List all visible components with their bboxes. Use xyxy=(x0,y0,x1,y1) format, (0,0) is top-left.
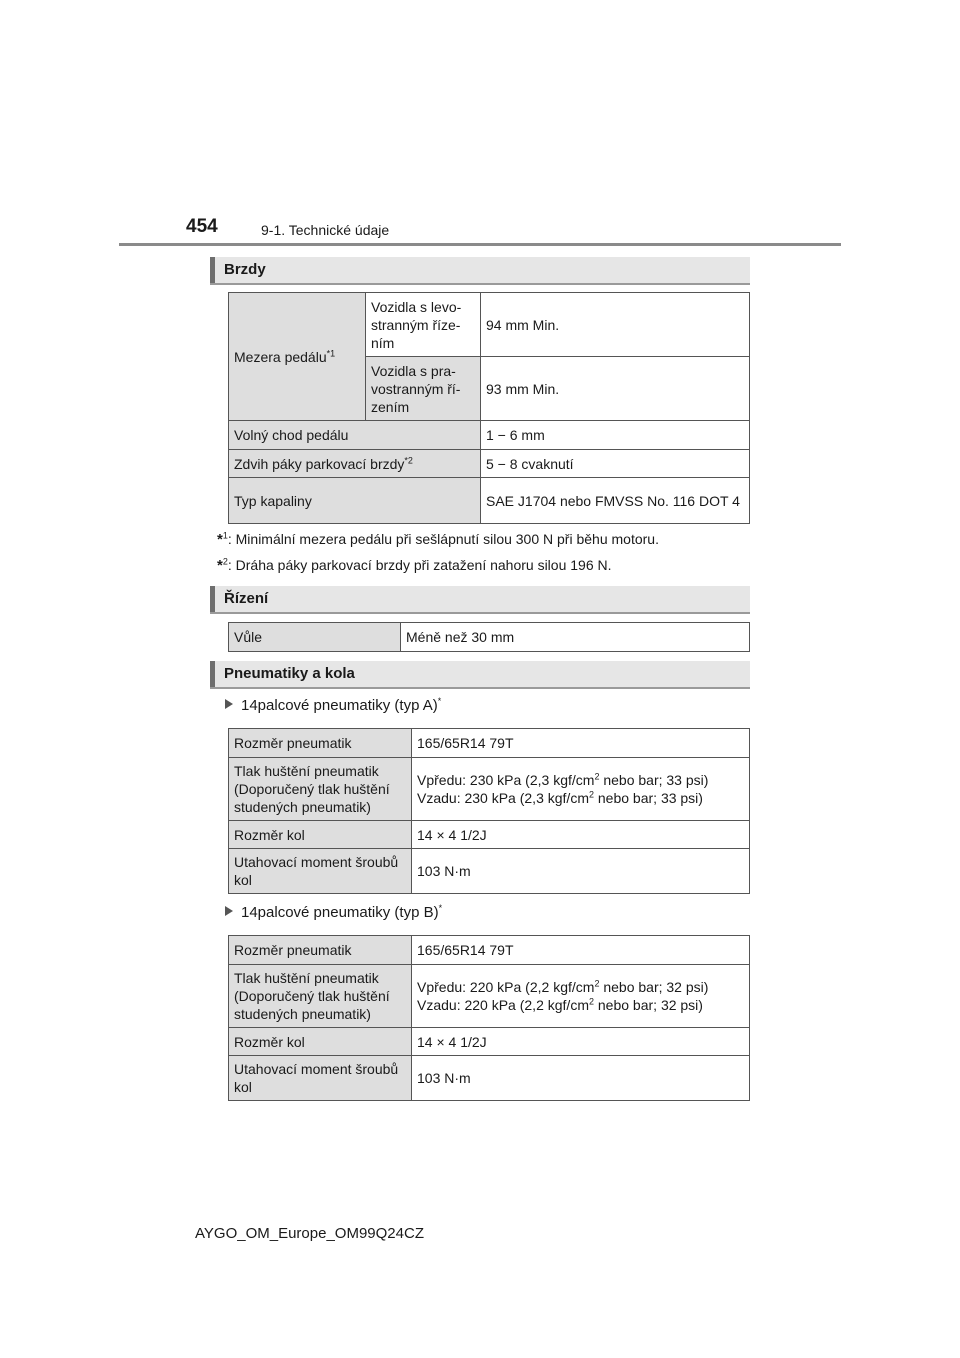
table-row xyxy=(229,450,750,478)
superscript: 2 xyxy=(594,771,600,782)
tires-section-header xyxy=(210,661,750,689)
footnote-mark: *1 xyxy=(326,347,336,358)
table-row xyxy=(229,758,750,821)
brakes-title: Brzdy xyxy=(224,261,266,278)
pressure-value xyxy=(412,758,750,821)
fluid-value: SAE J1704 nebo FMVSS No. 116 DOT 4 xyxy=(481,478,750,524)
torque-value: 103 N·m xyxy=(412,1056,750,1101)
superscript: 2 xyxy=(588,996,594,1007)
table-row xyxy=(229,421,750,450)
table-row xyxy=(229,849,750,894)
rhd-value: 93 mm Min. xyxy=(481,357,750,421)
page-number: 454 xyxy=(186,216,218,237)
triangle-bullet-icon xyxy=(225,699,233,709)
rhd-label: Vozidla s pra-vostranným ří-zením xyxy=(366,357,481,421)
text: Vzadu: 230 kPa (2,3 kgf/cm xyxy=(417,790,589,806)
table-row xyxy=(229,821,750,849)
section-title: 9-1. Technické údaje xyxy=(261,222,390,238)
free-play-value: 1 − 6 mm xyxy=(481,421,750,450)
footnote-2 xyxy=(217,557,612,574)
footnote-number: 1 xyxy=(222,530,228,541)
table-row xyxy=(229,293,750,357)
footnote-star: * xyxy=(217,531,223,548)
text: Vzadu: 220 kPa (2,2 kgf/cm xyxy=(417,997,589,1013)
pressure-value xyxy=(412,965,750,1028)
steering-section-header xyxy=(210,586,750,614)
rear-pressure xyxy=(417,789,744,807)
heading-text: 14palcové pneumatiky (typ B) xyxy=(241,904,439,921)
superscript: 2 xyxy=(588,789,594,800)
fluid-label: Typ kapaliny xyxy=(229,478,481,524)
wheel-size-value: 14 × 4 1/2J xyxy=(412,1028,750,1056)
table-row xyxy=(229,936,750,965)
label-text: Zdvih páky parkovací brzdy xyxy=(234,455,405,472)
lever-travel-value: 5 − 8 cvaknutí xyxy=(481,450,750,478)
wheel-size-label: Rozměr kol xyxy=(229,821,412,849)
brakes-section-header xyxy=(210,257,750,285)
play-label: Vůle xyxy=(229,623,401,652)
text: nebo bar; 32 psi) xyxy=(599,979,709,995)
footnote-star: * xyxy=(217,557,223,574)
footnote-text: : Dráha páky parkovací brzdy při zatažení nahoru silou 196 N. xyxy=(227,557,612,573)
footnote-number: 2 xyxy=(222,556,228,567)
table-row xyxy=(229,965,750,1028)
wheel-size-label: Rozměr kol xyxy=(229,1028,412,1056)
type-a-heading xyxy=(225,697,441,714)
tire-size-value: 165/65R14 79T xyxy=(412,729,750,758)
torque-label: Utahovací moment šroubů kol xyxy=(229,1056,412,1101)
footnote-text: : Minimální mezera pedálu při sešlápnutí silou 300 N při běhu motoru. xyxy=(227,531,659,547)
front-pressure xyxy=(417,978,744,996)
lhd-label: Vozidla s levo-stranným říze-ním xyxy=(366,293,481,357)
header-rule xyxy=(119,243,841,246)
tire-size-label: Rozměr pneumatik xyxy=(229,936,412,965)
section-marker xyxy=(210,661,215,687)
table-row xyxy=(229,1028,750,1056)
text: Vpředu: 220 kPa (2,2 kgf/cm xyxy=(417,979,595,995)
text: nebo bar; 33 psi) xyxy=(599,772,709,788)
torque-value: 103 N·m xyxy=(412,849,750,894)
pressure-label: Tlak huštění pneumatik (Doporučený tlak huštění studených pneumatik) xyxy=(229,965,412,1028)
play-value: Méně než 30 mm xyxy=(401,623,750,652)
heading-text: 14palcové pneumatiky (typ A) xyxy=(241,697,438,714)
section-marker xyxy=(210,257,215,283)
tire-size-label: Rozměr pneumatik xyxy=(229,729,412,758)
type-a-table xyxy=(228,728,750,894)
lhd-value: 94 mm Min. xyxy=(481,293,750,357)
text: Vpředu: 230 kPa (2,3 kgf/cm xyxy=(417,772,595,788)
rear-pressure xyxy=(417,996,744,1014)
text: nebo bar; 32 psi) xyxy=(594,997,703,1013)
free-play-label: Volný chod pedálu xyxy=(229,421,481,450)
tires-title: Pneumatiky a kola xyxy=(224,665,355,682)
pedal-clearance-label xyxy=(229,293,366,421)
triangle-bullet-icon xyxy=(225,906,233,916)
type-b-heading xyxy=(225,904,442,921)
wheel-size-value: 14 × 4 1/2J xyxy=(412,821,750,849)
brakes-table xyxy=(228,292,750,524)
table-row xyxy=(229,729,750,758)
section-marker xyxy=(210,586,215,612)
footnote-mark: * xyxy=(438,903,443,913)
superscript: 2 xyxy=(594,978,600,989)
footnote-1 xyxy=(217,531,659,548)
lever-travel-label xyxy=(229,450,481,478)
tire-size-value: 165/65R14 79T xyxy=(412,936,750,965)
type-b-table xyxy=(228,935,750,1101)
table-row xyxy=(229,1056,750,1101)
torque-label: Utahovací moment šroubů kol xyxy=(229,849,412,894)
pressure-label: Tlak huštění pneumatik (Doporučený tlak huštění studených pneumatik) xyxy=(229,758,412,821)
steering-table xyxy=(228,622,750,652)
front-pressure xyxy=(417,771,744,789)
text: nebo bar; 33 psi) xyxy=(594,790,703,806)
footnote-mark: * xyxy=(437,696,442,706)
steering-title: Řízení xyxy=(224,590,269,607)
table-row xyxy=(229,623,750,652)
table-row xyxy=(229,478,750,524)
footnote-mark: *2 xyxy=(404,454,413,465)
document-code: AYGO_OM_Europe_OM99Q24CZ xyxy=(195,1225,424,1242)
label-text: Mezera pedálu xyxy=(234,348,327,365)
